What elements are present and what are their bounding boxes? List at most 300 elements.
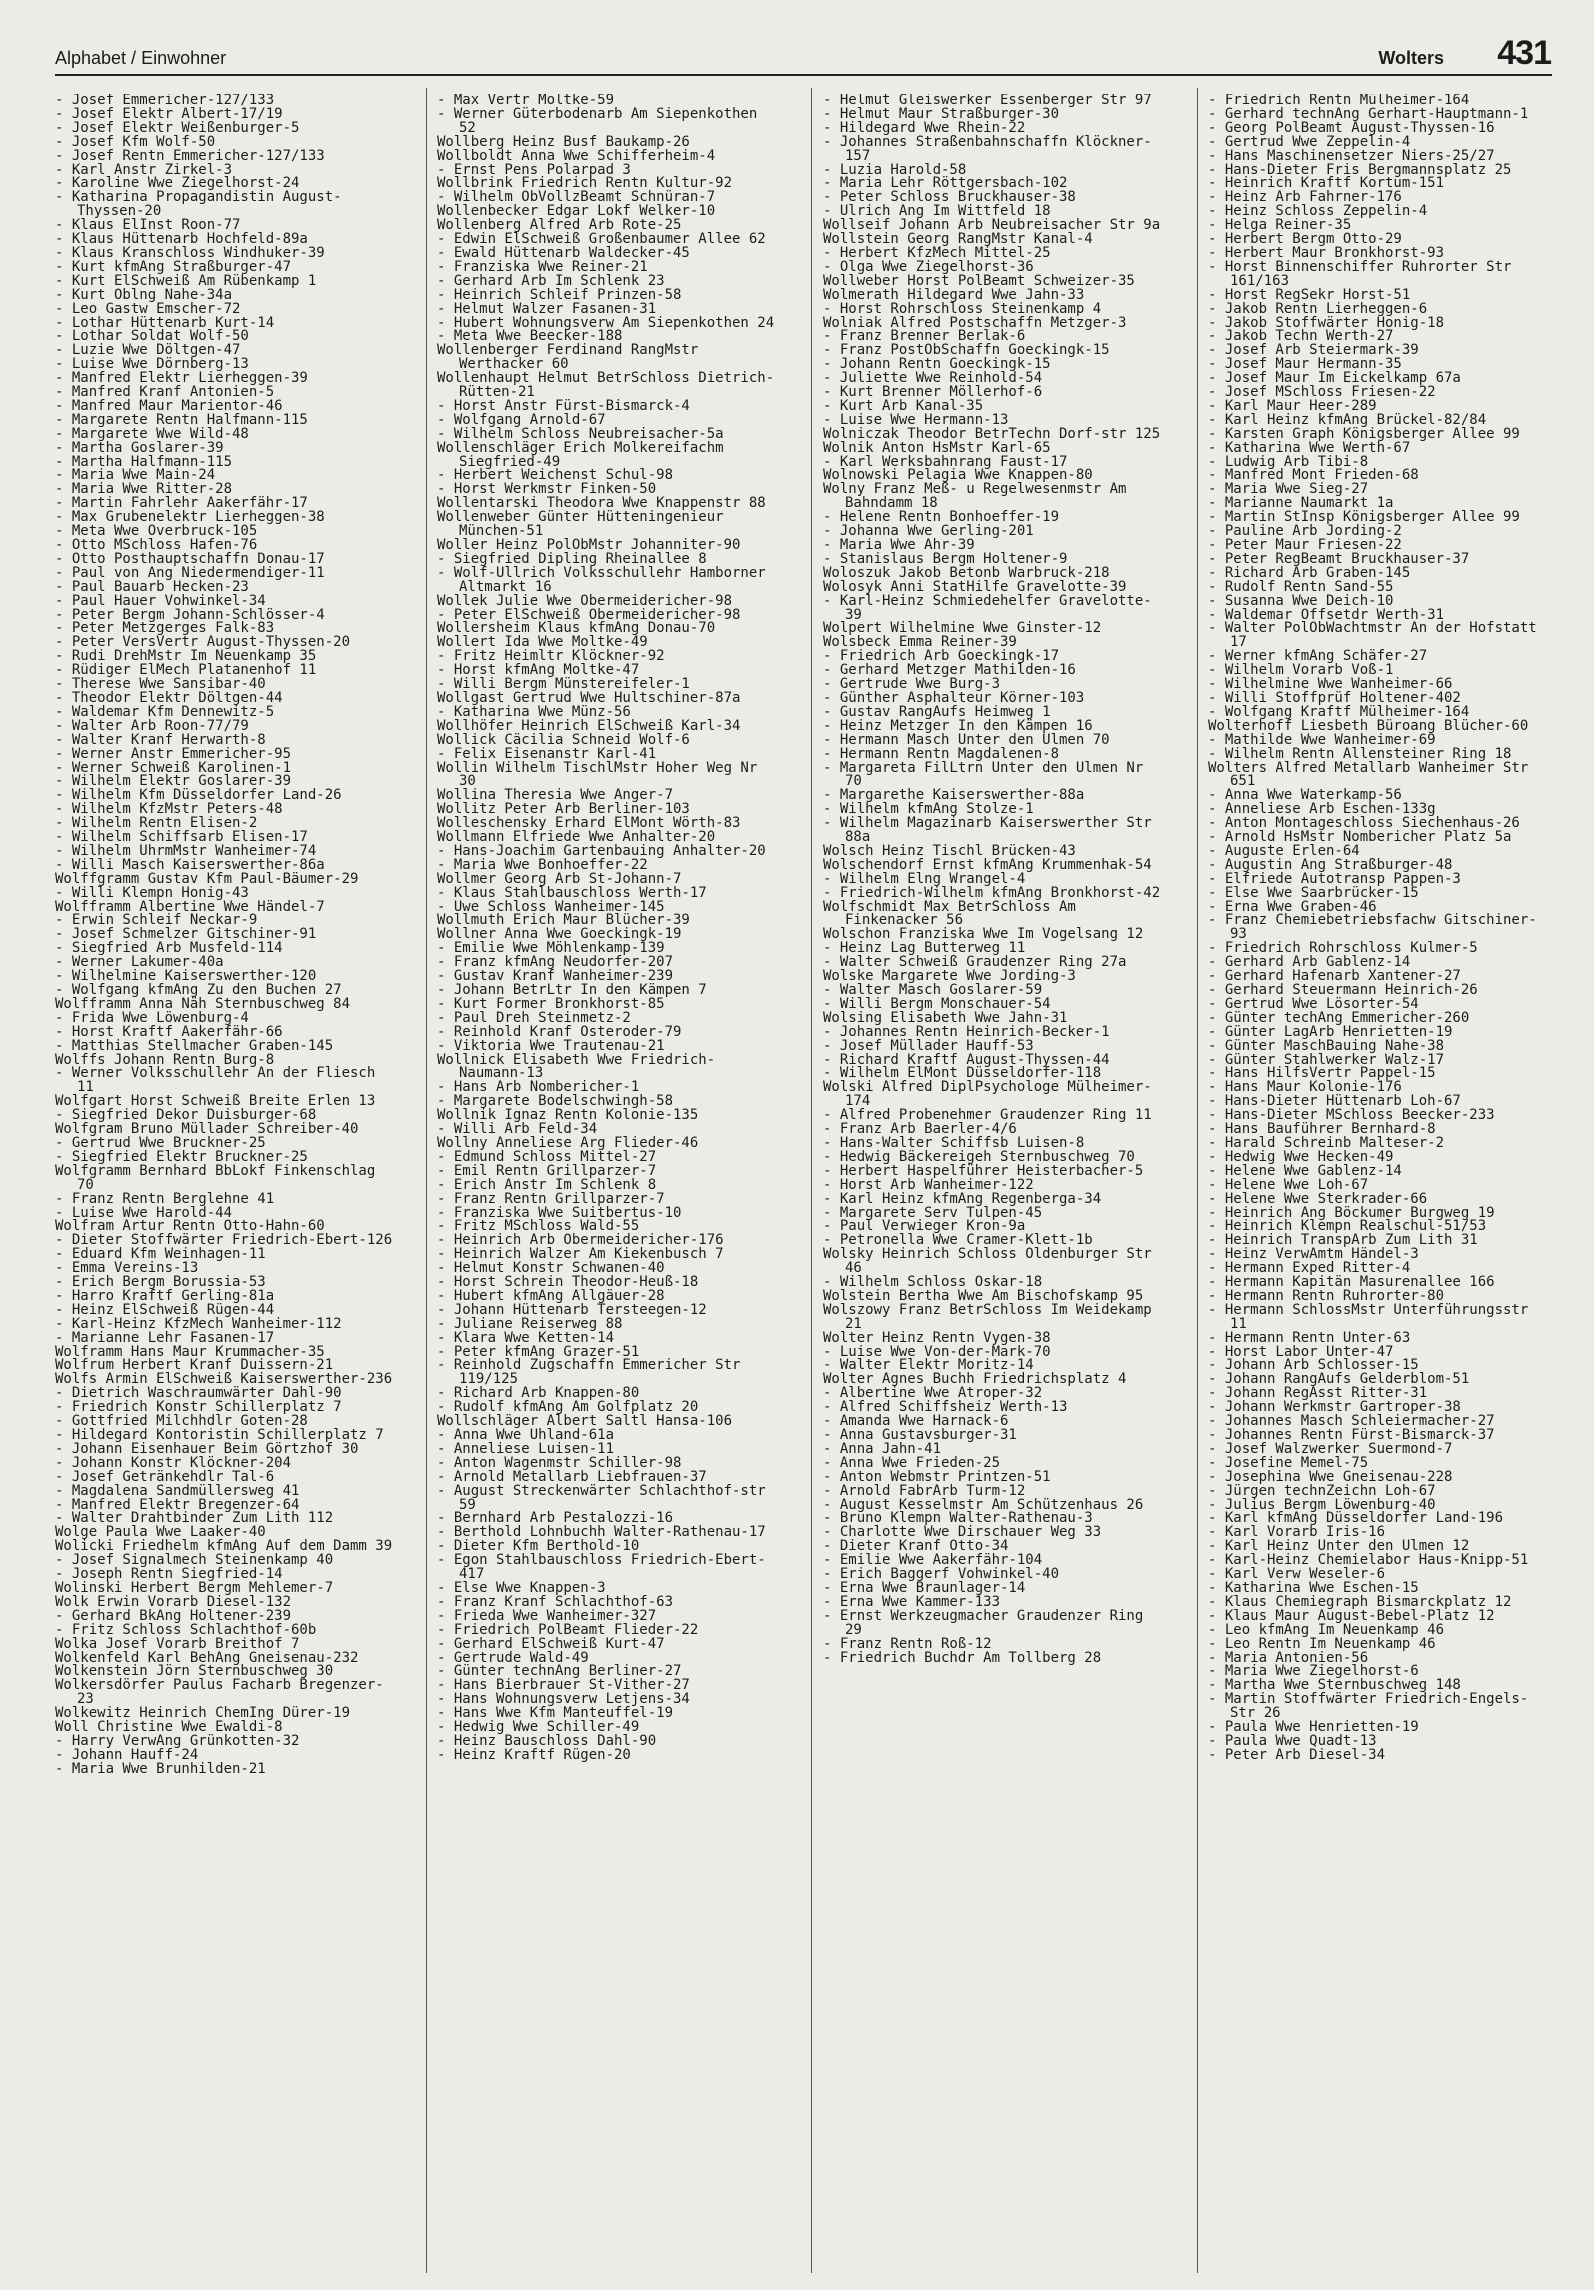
directory-entry: - Katharina Wwe Werth-67 [1208,439,1411,456]
directory-entry: - Alfred Probenehmer Graudenzer Ring 11 [823,1107,1152,1124]
directory-entry: - Peter Maur Friesen-22 [1208,537,1402,553]
directory-entry: - Wolfgang Kraftf Mülheimer-164 [1208,703,1470,720]
directory-entry: - Paul Bauarb Hecken-23 [55,578,249,595]
directory-entry: - Karl Werksbahnrang Faust-17 [823,453,1068,470]
directory-entry: - Josef Maur Hermann-35 [1208,356,1402,373]
directory-entry: - Johann RegAsst Ritter-31 [1208,1385,1428,1402]
directory-entry: - Horst kfmAng Moltke-47 [437,662,640,679]
directory-entry: - Willi Bergm Münstereifeler-1 [437,676,690,693]
directory-entry: - Heinrich Schleif Prinzen-58 [437,286,682,303]
directory-entry: Wollin Wilhelm TischlMstr Hoher Weg Nr 30 [437,759,758,790]
directory-entry: - Johann Eisenhauer Beim Görtzhof 30 [55,1440,359,1457]
directory-entry: Wolka Josef Vorarb Breithof 7 [55,1635,300,1652]
directory-entry: - Stanislaus Bergm Holtener-9 [823,550,1068,567]
directory-entry: - Jürgen technZeichn Loh-67 [1208,1482,1436,1499]
directory-entry: Wollseif Johann Arb Neubreisacher Str 9a [823,217,1161,234]
directory-entry: - Werner Volksschullehr An der Fliesch 11 [55,1065,376,1096]
directory-entry: - Petronella Wwe Cramer-Klett-1b [823,1232,1093,1249]
directory-entry: - Friedrich Rentn Mülheimer-164 [1208,94,1470,108]
directory-entry: - Erich Bergm Borussia-53 [55,1274,266,1291]
directory-entry: - Rüdiger ElMech Platanenhof 11 [55,662,317,679]
directory-entry: - Katharina Wwe Münz-56 [437,703,631,720]
directory-entry: - Hans HilfsVertr Pappel-15 [1208,1065,1436,1082]
directory-entry: - Jakob Techn Werth-27 [1208,328,1394,345]
directory-entry: - Günther Asphalteur Körner-103 [823,689,1085,706]
directory-entry: - Kurt Arb Kanal-35 [823,397,984,414]
directory-entry: - Maria Antonien-56 [1208,1649,1369,1666]
directory-entry: Wolstein Bertha Wwe Am Bischofskamp 95 [823,1287,1144,1304]
directory-entry: - Klaus ElInst Roon-77 [55,217,241,234]
directory-entry: - Horst Rohrschloss Steinenkamp 4 [823,300,1102,317]
directory-entry: - Walter Elektr Moritz-14 [823,1357,1034,1374]
directory-entry: - Friedrich-Wilhelm kfmAng Bronkhorst-42 [823,884,1161,901]
directory-entry: - Jakob Stoffwärter Honig-18 [1208,314,1445,331]
directory-entry: - Anna Gustavsburger-31 [823,1427,1017,1443]
directory-entry: - Walter Schweiß Graudenzer Ring 27a [823,954,1127,971]
directory-entry: - Leo Rentn Im Neuenkamp 46 [1208,1635,1436,1652]
directory-entry: - Peter VersVertr August-Thyssen-20 [55,634,351,651]
directory-entry: - Franz Chemiebetriebsfachw Gitschiner-93 [1208,912,1537,943]
directory-entry: - Heinrich Ang Böckumer Burgweg 19 [1208,1204,1495,1221]
directory-entry: - Johanna Wwe Gerling-201 [823,523,1034,540]
directory-entry: - Edwin ElSchweiß Großenbaumer Allee 62 [437,231,766,248]
directory-entry: - Franz PostObSchaffn Goeckingk-15 [823,342,1110,359]
directory-entry: Wolpert Wilhelmine Wwe Ginster-12 [823,620,1102,637]
directory-entry: Wollentarski Theodora Wwe Knappenstr 88 [437,495,766,512]
directory-entry: - Franz Arb Baerler-4/6 [823,1121,1017,1138]
directory-entry: - Viktoria Wwe Trautenau-21 [437,1037,665,1054]
directory-entry: - Gertrude Wwe Burg-3 [823,676,1001,693]
directory-entry: Wolfframm Anna Näh Sternbuschweg 84 [55,995,351,1012]
directory-entry: - Josef Walzwerker Suermond-7 [1208,1440,1453,1457]
directory-entry: Wolfschmidt Max BetrSchloss Am Finkenacker 56 [823,898,1076,929]
directory-entry: - Heinz Arb Fahrner-176 [1208,189,1402,206]
directory-entry: - Fritz Heimltr Klöckner-92 [437,648,665,665]
directory-entry: Woller Heinz PolObMstr Johanniter-90 [437,537,741,553]
directory-entry: - Horst RegSekr Horst-51 [1208,286,1411,303]
directory-entry: - Dieter Stoffwärter Friedrich-Ebert-126 [55,1232,393,1249]
directory-entry: - Walter Drahtbinder Zum Lith 112 [55,1510,334,1527]
directory-entry: - Karl-Heinz Chemielabor Haus-Knipp-51 [1208,1552,1529,1569]
directory-entry: - Katharina Propagandistin August-Thyssen-20 [55,189,342,220]
directory-entry: - Richard Arb Knappen-80 [437,1385,640,1402]
column-2 [437,94,782,2274]
directory-entry: Wolski Alfred DiplPsychologe Mülheimer-174 [823,1079,1152,1110]
directory-entry: - August Kesselmstr Am Schützenhaus 26 [823,1496,1144,1513]
directory-entry: - Walter Masch Goslarer-59 [823,982,1043,998]
directory-entry: - Karl-Heinz Schmiedehelfer Gravelotte-39 [823,592,1152,623]
directory-entry: Wollberg Heinz Busf Baukamp-26 [437,133,690,150]
directory-entry: - Else Wwe Saarbrücker-15 [1208,884,1419,901]
directory-entry: - Josef MSchloss Friesen-22 [1208,384,1436,401]
directory-entry: - Gertrude Wald-49 [437,1649,589,1666]
directory-entry: - Heinrich Walzer Am Kiekenbusch 7 [437,1246,724,1263]
directory-entry: - Günter Stahlwerker Walz-17 [1208,1051,1445,1068]
directory-entry: - Frida Wwe Löwenburg-4 [55,1009,249,1026]
directory-entry: - Siegfried Arb Musfeld-114 [55,940,283,957]
directory-entry: - Arnold HsMstr Nombericher Platz 5a [1208,829,1512,846]
directory-entry: - Felix Eisenanstr Karl-41 [437,745,657,762]
directory-entry: - Erwin Schleif Neckar-9 [55,912,258,929]
directory-entry: Wolske Margarete Wwe Jording-3 [823,968,1076,985]
directory-entry: - Margarete Serv Tulpen-45 [823,1204,1043,1221]
directory-entry: - Werner Anstr Emmericher-95 [55,745,292,762]
directory-entry: - Horst Labor Unter-47 [1208,1343,1394,1360]
directory-entry: - Hedwig Bäckereigeh Sternbuschweg 70 [823,1148,1135,1165]
directory-entry: - Josef Elektr Weißenburger-5 [55,119,300,136]
directory-entry: - Luzia Harold-58 [823,161,967,178]
directory-entry: Wolsing Elisabeth Wwe Jahn-31 [823,1009,1068,1026]
directory-entry: - Martha Goslarer-39 [55,439,224,456]
directory-entry: - Uwe Schloss Wanheimer-145 [437,898,665,915]
directory-entry: - Hubert kfmAng Allgäuer-28 [437,1287,665,1304]
directory-entry: Wollweber Horst PolBeamt Schweizer-35 [823,272,1135,289]
directory-entry: - Rudolf kfmAng Am Golfplatz 20 [437,1399,699,1416]
directory-entry: - Paul von Ang Niedermendiger-11 [55,564,325,581]
directory-entry: - Georg PolBeamt August-Thyssen-16 [1208,119,1495,136]
directory-entry: - Hermann Rentn Magdalenen-8 [823,745,1060,762]
directory-entry: - Hans-Joachim Gartenbauing Anhalter-20 [437,842,766,859]
directory-entry: - Maria Wwe Sieg-27 [1208,481,1369,498]
directory-entry: - Fritz MSchloss Wald-55 [437,1218,640,1235]
directory-entry: - Paul Verwieger Kron-9a [823,1218,1026,1235]
directory-entry: - Else Wwe Knappen-3 [437,1579,606,1596]
directory-entry: - Wilhelm Rentn Allensteiner Ring 18 [1208,745,1512,762]
directory-entry: - Paul Dreh Steinmetz-2 [437,1009,631,1026]
directory-entry: - Hans Bierbrauer St-Vither-27 [437,1677,690,1694]
directory-entry: - Edmund Schloss Mittel-27 [437,1148,657,1165]
directory-entry: Wollboldt Anna Wwe Schifferheim-4 [437,147,716,164]
directory-entry: Wolsbeck Emma Reiner-39 [823,634,1017,651]
directory-entry: - Johann Hauff-24 [55,1746,199,1763]
directory-entry: - Erna Wwe Braunlager-14 [823,1579,1026,1596]
directory-entry: - Josef Müllader Hauff-53 [823,1037,1034,1054]
directory-entry: - Ludwig Arb Tibi-8 [1208,453,1369,470]
directory-entry: - Karl-Heinz KfzMech Wanheimer-112 [55,1315,342,1332]
directory-entry: - Horst Werkmstr Finken-50 [437,481,657,498]
directory-entry: - Franz Kranf Schlachthof-63 [437,1593,674,1610]
directory-entry: - Katharina Wwe Eschen-15 [1208,1579,1419,1596]
directory-entry: - Anna Wwe Waterkamp-56 [1208,787,1402,804]
directory-entry: Wollenberger Ferdinand RangMstr Werthacker 60 [437,342,699,373]
directory-entry: - Peter Bergm Johann-Schlösser-4 [55,606,325,623]
directory-entry: - Maria Wwe Ritter-28 [55,481,233,498]
directory-entry: - Horst Binnenschiffer Ruhrorter Str 161/163 [1208,258,1512,289]
directory-entry: - Kurt Former Bronkhorst-85 [437,995,665,1012]
column-divider [1197,88,1198,2273]
directory-entry: - Juliane Reiserweg 88 [437,1315,623,1332]
directory-entry: - Karl Anstr Zirkel-3 [55,161,233,178]
directory-entry: - Wilhelm Elng Wrangel-4 [823,870,1026,887]
directory-entry: - Wilhelmine Wwe Wanheimer-66 [1208,676,1453,693]
directory-entry: - Gertrud Wwe Lösorter-54 [1208,995,1419,1012]
directory-entry: - Günter techAng Emmericher-260 [1208,1009,1470,1026]
directory-entry: - Pauline Arb Jording-2 [1208,523,1402,540]
directory-entry: - Gerhard Arb Gablenz-14 [1208,954,1411,971]
directory-entry: - Wolfgang kfmAng Zu den Buchen 27 [55,982,342,998]
directory-entry: - Heinz VerwAmtm Händel-3 [1208,1246,1419,1263]
directory-entry: - Wilhelm ObVollzBeamt Schnüran-7 [437,189,716,206]
directory-entry: Wollenhaupt Helmut BetrSchloss Dietrich-Rütten-21 [437,370,775,401]
directory-entry: - Peter Schloss Bruckhauser-38 [823,189,1076,206]
directory-entry: Wollschläger Albert Saltl Hansa-106 [437,1413,733,1430]
directory-entry: Wollina Theresia Wwe Anger-7 [437,787,674,804]
directory-entry: - Gerhard Steuermann Heinrich-26 [1208,982,1478,998]
directory-entry: - Josefine Memel-75 [1208,1454,1369,1471]
directory-entry: - Kurt Oblng Nahe-34a [55,286,233,303]
directory-entry: - Hedwig Wwe Schiller-49 [437,1719,640,1736]
directory-entry: - Martin StInsp Königsberger Allee 99 [1208,509,1520,526]
directory-entry: - Ulrich Ang Im Wittfeld 18 [823,203,1051,220]
directory-entry: - Willi Klempn Honig-43 [55,884,249,901]
directory-entry: - Matthias Stellmacher Graben-145 [55,1037,334,1054]
directory-entry: - Hubert Wohnungsverw Am Siepenkothen 24 [437,314,775,331]
directory-entry: - Harry VerwAng Grünkotten-32 [55,1732,300,1749]
directory-entry: Wolkewitz Heinrich ChemIng Dürer-19 [55,1705,351,1722]
directory-entry: - Rudolf Rentn Sand-55 [1208,578,1394,595]
directory-entry: - Franz Brenner Berlak-6 [823,328,1026,345]
directory-entry: Wollersheim Klaus kfmAng Donau-70 [437,620,716,637]
directory-entry: - Eduard Kfm Weinhagen-11 [55,1246,266,1263]
directory-entry: - Horst Anstr Fürst-Bismarck-4 [437,397,690,414]
directory-entry: - Harro Kraftf Gerling-81a [55,1287,275,1304]
directory-entry: - Josef Elektr Albert-17/19 [55,105,283,122]
directory-entry: Wolszowy Franz BetrSchloss Im Weidekamp 21 [823,1301,1152,1332]
directory-entry: - Dietrich Waschraumwärter Dahl-90 [55,1385,342,1402]
directory-entry: - Helmut Gleiswerker Essenberger Str 97 [823,94,1152,108]
directory-entry: - Josef Kfm Wolf-50 [55,133,216,150]
directory-entry: - Franziska Wwe Suitbertus-10 [437,1204,682,1221]
directory-entry: - Gustav Kranf Wanheimer-239 [437,968,674,985]
column-divider [426,88,427,2273]
directory-entry: - Josef Emmericher-127/133 [55,94,275,108]
directory-entry: Wolny Franz Meß- u Regelwesenmstr Am Bahndamm 18 [823,481,1127,512]
directory-entry: - Helene Rentn Bonhoeffer-19 [823,509,1060,526]
directory-entry: Wollmann Elfriede Wwe Anhalter-20 [437,829,716,846]
directory-entry: - Franz Rentn Roß-12 [823,1635,992,1652]
directory-entry: - Gerhard Metzger Mathilden-16 [823,662,1076,679]
directory-entry: - Hans-Dieter MSchloss Beecker-233 [1208,1107,1495,1124]
directory-entry: - Heinz ElSchweiß Rügen-44 [55,1301,275,1318]
directory-entry: - Heinz Metzger In den Kämpen 16 [823,717,1093,734]
directory-entry: - Walter Kranf Herwarth-8 [55,731,266,748]
directory-entry: - Maria Wwe Ahr-39 [823,537,975,553]
directory-entry: - Harald Schreinb Malteser-2 [1208,1134,1445,1151]
directory-entry: - Franziska Wwe Reiner-21 [437,258,648,275]
directory-entry: - Günter technAng Berliner-27 [437,1663,682,1680]
directory-entry: - Theodor Elektr Döltgen-44 [55,689,283,706]
directory-entry: Wolleschensky Erhard ElMont Wörth-83 [437,815,741,832]
directory-entry: Wollgast Gertrud Wwe Hultschiner-87a [437,689,741,706]
directory-entry: - Arnold Metallarb Liebfrauen-37 [437,1468,707,1485]
directory-entry: - Paula Wwe Henrietten-19 [1208,1719,1419,1736]
section-title: Alphabet / Einwohner [55,48,227,68]
directory-entry: - Wilhelm Elektr Goslarer-39 [55,773,292,790]
directory-entry: - Julius Bergm Löwenburg-40 [1208,1496,1436,1513]
directory-entry: - Siegfried Dekor Duisburger-68 [55,1107,317,1124]
directory-entry: - Karl kfmAng Düsseldorfer Land-196 [1208,1510,1504,1527]
directory-entry: - Willi Bergm Monschauer-54 [823,995,1051,1012]
directory-entry: - Anna Jahn-41 [823,1440,942,1457]
directory-entry: - Ewald Hüttenarb Waldecker-45 [437,244,690,261]
directory-entry: - Hans Arb Nombericher-1 [437,1079,640,1096]
directory-entry: - Bruno Klempn Walter-Rathenau-3 [823,1510,1093,1527]
directory-entry: - Elfriede Autotransp Pappen-3 [1208,870,1461,887]
directory-entry: - Olga Wwe Ziegelhorst-36 [823,258,1034,275]
directory-entry: - Anneliese Luisen-11 [437,1440,615,1457]
directory-entry: - Therese Wwe Sansibar-40 [55,676,266,693]
directory-entry: - Hans-Dieter Fris Bergmannsplatz 25 [1208,161,1512,178]
directory-entry: - Hans-Walter Schiffsb Luisen-8 [823,1134,1085,1151]
directory-entry: - Josef Schmelzer Gitschiner-91 [55,926,317,943]
directory-entry: - Luise Wwe Dörnberg-13 [55,356,249,373]
directory-entry: - Peter ElSchweiß Obermeidericher-98 [437,606,741,623]
directory-entry: - Helmut Konstr Schwanen-40 [437,1260,665,1277]
directory-entry: - Johannes Masch Schleiermacher-27 [1208,1413,1495,1430]
directory-entry: - Werner Güterbodenarb Am Siepenkothen 52 [437,105,758,136]
directory-entry: - Martin Fahrlehr Aakerfähr-17 [55,495,308,512]
directory-entry: - Walter PolObWachtmstr An der Hofstatt 17 [1208,620,1537,651]
directory-entry: - Walter Arb Roon-77/79 [55,717,249,734]
directory-entry: - Willi Stoffprüf Holtener-402 [1208,689,1461,706]
publisher-name: Wolters [1378,48,1444,68]
directory-entry: - Horst Schrein Theodor-Heuß-18 [437,1274,699,1291]
directory-entry: - Meta Wwe Beecker-188 [437,328,623,345]
directory-entry: - Kurt Brenner Möllerhof-6 [823,384,1043,401]
directory-entry: Wolffs Johann Rentn Burg-8 [55,1051,275,1068]
directory-entry: - Luise Wwe Von-der-Mark-70 [823,1343,1051,1360]
directory-entry: Wollmer Georg Arb St-Johann-7 [437,870,682,887]
directory-entry: - Helene Wwe Loh-67 [1208,1176,1369,1193]
directory-entry: Wolinski Herbert Bergm Mehlemer-7 [55,1579,334,1596]
directory-entry: - Hans-Dieter Hüttenarb Loh-67 [1208,1093,1461,1110]
directory-entry: - Heinz Lag Butterweg 11 [823,940,1026,957]
directory-entry: - Klaus Stahlbauschloss Werth-17 [437,884,707,901]
directory-entry: - Josef Getränkehdlr Tal-6 [55,1468,275,1485]
directory-entry: - Karl Maur Heer-289 [1208,397,1377,414]
directory-entry: - Wilhelm Vorarb Voß-1 [1208,662,1394,679]
directory-entry: Wolter Heinz Rentn Vygen-38 [823,1329,1051,1346]
directory-entry: - Maria Lehr Röttgersbach-102 [823,175,1068,192]
directory-entry: - Paula Wwe Quadt-13 [1208,1732,1377,1749]
directory-entry: - Wolf-Ullrich Volksschullehr Hamborner Altmarkt 16 [437,564,766,595]
directory-entry: - Friedrich Arb Goeckingk-17 [823,648,1060,665]
directory-entry: - Manfred Elektr Bregenzer-64 [55,1496,300,1513]
directory-entry: Wolfgram Bruno Müllader Schreiber-40 [55,1121,359,1138]
directory-entry: - Hans Wohnungsverw Letjens-34 [437,1691,690,1708]
directory-entry: - Helene Wwe Gablenz-14 [1208,1162,1402,1179]
directory-entry: Wollenberg Alfred Arb Rote-25 [437,217,682,234]
directory-entry: - Margareta FilLtrn Unter den Ulmen Nr 70 [823,759,1144,790]
directory-entry: - Johann Werkmstr Gartroper-38 [1208,1399,1461,1416]
directory-entry: - Jakob Rentn Lierheggen-6 [1208,300,1428,317]
directory-entry: - Mathilde Wwe Wanheimer-69 [1208,731,1436,748]
directory-entry: - Kurt ElSchweiß Am Rübenkamp 1 [55,272,317,289]
directory-entry: Wollner Anna Wwe Goeckingk-19 [437,926,682,943]
directory-entry: - Peter RegBeamt Bruckhauser-37 [1208,550,1470,567]
directory-entry: Wollny Anneliese Arg Flieder-46 [437,1134,699,1151]
directory-entry: - Franz kfmAng Neudorfer-207 [437,954,674,971]
directory-entry: - Johann Arb Schlosser-15 [1208,1357,1419,1374]
directory-entry: Wollmuth Erich Maur Blücher-39 [437,912,690,929]
directory-entry: - Arnold FabrArb Turm-12 [823,1482,1026,1499]
directory-entry: Wollstein Georg RangMstr Kanal-4 [823,231,1093,248]
directory-entry: - Johann RangAufs Gelderblom-51 [1208,1371,1470,1388]
directory-entry: - Peter Metzgerges Falk-83 [55,620,275,637]
directory-entry: - Gerhard Arb Im Schlenk 23 [437,272,665,289]
directory-entry: - Richard Kraftf August-Thyssen-44 [823,1051,1110,1068]
directory-entry: - Gerhard technAng Gerhart-Hauptmann-1 [1208,105,1529,122]
directory-entry: - Emilie Wwe Möhlenkamp-139 [437,940,665,957]
directory-entry: - Lothar Soldat Wolf-50 [55,328,249,345]
directory-entry: - Marianne Lehr Fasanen-17 [55,1329,275,1346]
directory-entry: - Hans Bauführer Bernhard-8 [1208,1121,1436,1138]
directory-entry: - Helmut Maur Straßburger-30 [823,105,1060,122]
directory-entry: - Paul Hauer Vohwinkel-34 [55,592,266,609]
directory-entry: - Karl Verw Weseler-6 [1208,1566,1386,1583]
directory-entry: - Manfred Mont Frieden-68 [1208,467,1419,484]
directory-entry: Woloszuk Jakob Betonb Warbruck-218 [823,564,1110,581]
directory-entry: - Emilie Wwe Aakerfähr-104 [823,1552,1043,1569]
directory-entry: - Erich Baggerf Vohwinkel-40 [823,1566,1060,1583]
directory-entry: - Karsten Graph Königsberger Allee 99 [1208,425,1520,442]
directory-entry: Wolters Alfred Metallarb Wanheimer Str 651 [1208,759,1529,790]
directory-entry: Wolfframm Albertine Wwe Händel-7 [55,898,325,915]
directory-entry: Wolframm Hans Maur Krummacher-35 [55,1343,325,1360]
directory-entry: Wollitz Peter Arb Berliner-103 [437,801,690,818]
directory-entry: - Anton Webmstr Printzen-51 [823,1468,1051,1485]
directory-entry: - Wilhelm ElMont Düsseldorfer-118 [823,1065,1102,1082]
directory-entry: - Gerhard ElSchweiß Kurt-47 [437,1635,665,1652]
directory-entry: - Wilhelm Rentn Elisen-2 [55,815,258,832]
directory-entry: - Wilhelm Magazinarb Kaiserswerther Str 88a [823,815,1152,846]
directory-entry: - Kurt kfmAng Straßburger-47 [55,258,292,275]
column-4 [1208,94,1553,2274]
directory-entry: Wolkenstein Jörn Sternbuschweg 30 [55,1663,334,1680]
directory-entry: - Josef Rentn Emmericher-127/133 [55,147,325,164]
directory-entry: - Gustav RangAufs Heimweg 1 [823,703,1051,720]
directory-entry: - Wilhelm Schloss Oskar-18 [823,1274,1043,1291]
directory-entry: - Wilhelm Schloss Neubreisacher-5a [437,425,724,442]
directory-entry: Wolfram Artur Rentn Otto-Hahn-60 [55,1218,325,1235]
column-3 [823,94,1168,2274]
directory-entry: - Reinhold Zugschaffn Emmericher Str 119/125 [437,1357,741,1388]
directory-entry: - Karl Heinz kfmAng Regenberga-34 [823,1190,1102,1207]
directory-entry: - Herbert Haspelführer Heisterbacher-5 [823,1162,1144,1179]
directory-entry: - Amanda Wwe Harnack-6 [823,1413,1009,1430]
directory-entry: - Wolfgang Arnold-67 [437,411,606,428]
directory-entry: Wolkersdörfer Paulus Facharb Bregenzer-23 [55,1677,384,1708]
directory-entry: - Hans Maur Kolonie-176 [1208,1079,1402,1096]
directory-entry: - Dieter Kranf Otto-34 [823,1538,1009,1555]
directory-entry: - Klaus Maur August-Bebel-Platz 12 [1208,1607,1495,1624]
directory-entry: - Werner kfmAng Schäfer-27 [1208,648,1428,665]
directory-entry: - Waldemar Kfm Dennewitz-5 [55,703,275,720]
directory-entry: Wolschendorf Ernst kfmAng Krummenhak-54 [823,856,1152,873]
directory-entry: Wolmerath Hildegard Wwe Jahn-33 [823,286,1085,303]
directory-entry: - Peter kfmAng Grazer-51 [437,1343,640,1360]
directory-entry: - Berthold Lohnbuchh Walter-Rathenau-17 [437,1524,766,1541]
directory-entry: - Johann Konstr Klöckner-204 [55,1454,292,1471]
directory-entry: Wolschon Franziska Wwe Im Vogelsang 12 [823,926,1144,943]
directory-entry: - Emil Rentn Grillparzer-7 [437,1162,657,1179]
directory-entry: - Wilhelmine Kaiserswerther-120 [55,968,317,985]
directory-entry: - Magdalena Sandmüllersweg 41 [55,1482,300,1499]
directory-entry: - Friedrich PolBeamt Flieder-22 [437,1621,699,1638]
directory-entry: - Otto MSchloss Hafen-76 [55,537,258,553]
directory-entry: Wollenbecker Edgar Lokf Welker-10 [437,203,716,220]
directory-entry: - Susanna Wwe Deich-10 [1208,592,1394,609]
